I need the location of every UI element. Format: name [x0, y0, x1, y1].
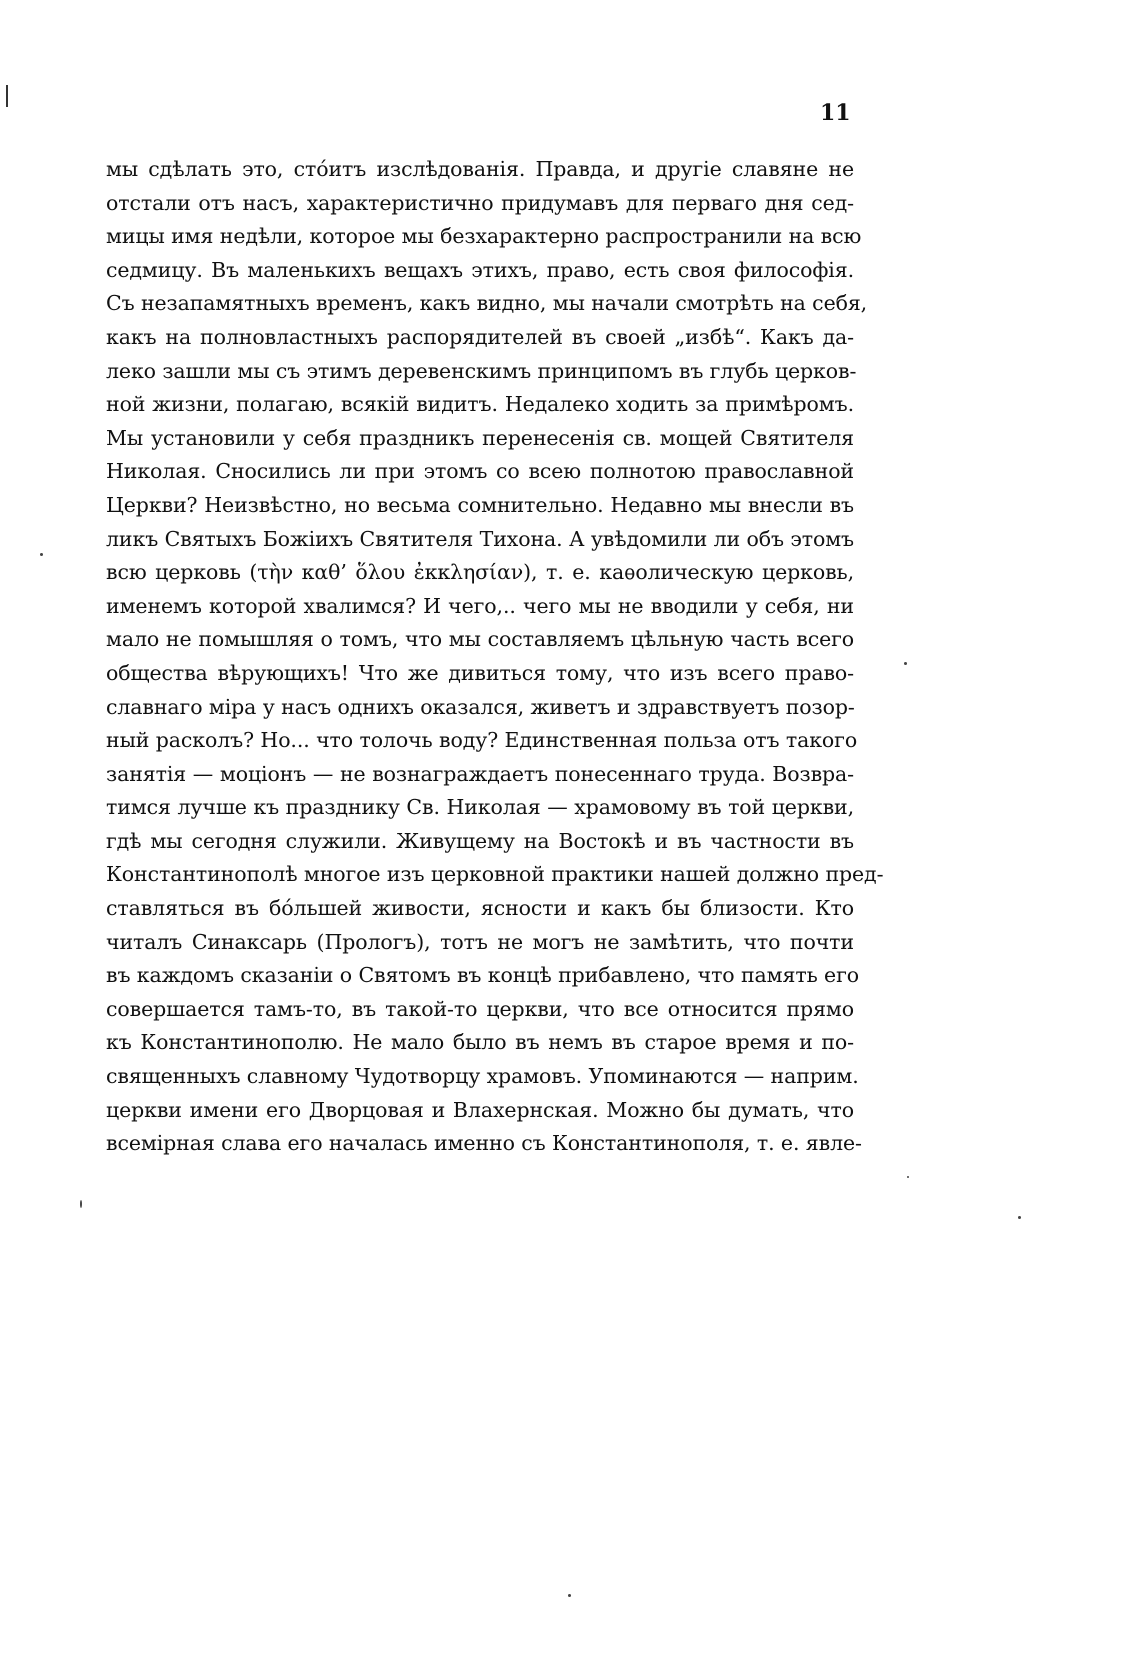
- text-line: седмицу. Въ маленькихъ вещахъ этихъ, право, есть своя философія.: [106, 257, 854, 282]
- text-line: ставляться въ бóльшей живости, ясности и какъ бы близости. Кто: [106, 896, 854, 921]
- text-line: всемірная слава его началась именно съ Константинополя, т. е. явле-: [106, 1131, 862, 1156]
- text-line: славнаго міра у насъ однихъ оказался, живетъ и здравствуетъ позор-: [106, 694, 855, 719]
- text-line: священныхъ славному Чудотворцу храмовъ. Упоминаются — наприм.: [106, 1064, 859, 1089]
- page-number: 11: [820, 100, 851, 126]
- text-line: Съ незапамятныхъ временъ, какъ видно, мы начали смотрѣть на себя,: [106, 291, 868, 316]
- text-line: какъ на полновластныхъ распорядителей въ своей „избѣ“. Какъ да-: [106, 324, 854, 349]
- text-line: всю церковь (τὴν καθ’ ὅλου ἐκκλησίαν), т. е. каѳолическую церковь,: [106, 560, 854, 585]
- text-line: общества вѣрующихъ! Что же дивиться тому, что изъ всего право-: [106, 660, 854, 685]
- text-line: мы сдѣлать это, стóитъ изслѣдованія. Правда, и другіе славяне не: [106, 157, 854, 181]
- text-line: Константинополѣ многое изъ церковной практики нашей должно пред-: [106, 862, 884, 887]
- text-line: въ каждомъ сказаніи о Святомъ въ концѣ прибавлено, что память его: [106, 963, 859, 988]
- text-line: мало не помышляя о томъ, что мы составляемъ цѣльную часть всего: [106, 627, 854, 652]
- text-line: совершается тамъ-то, въ такой-то церкви, что все относится прямо: [106, 996, 854, 1021]
- scan-speck: [40, 553, 43, 556]
- scan-speck: [904, 662, 907, 665]
- text-line: ной жизни, полагаю, всякій видитъ. Недалеко ходить за примѣромъ.: [106, 392, 854, 417]
- text-line: отстали отъ насъ, характеристично придумавъ для перваго дня сед-: [106, 190, 854, 215]
- body-text: [106, 153, 884, 1161]
- text-line: ликъ Святыхъ Божіихъ Святителя Тихона. А увѣдомили ли объ этомъ: [106, 526, 854, 551]
- scan-speck: [568, 1594, 571, 1597]
- text-line: Мы установили у себя праздникъ перенесенія св. мощей Святителя: [106, 425, 854, 450]
- text-line: церкви имени его Дворцовая и Влахернская. Можно бы думать, что: [106, 1097, 854, 1122]
- text-line: читалъ Синаксарь (Прологъ), тотъ не могъ не замѣтить, что почти: [106, 929, 854, 954]
- scan-speck: [80, 1200, 82, 1208]
- text-line: мицы имя недѣли, которое мы безхарактерно распространили на всю: [106, 224, 862, 249]
- scan-edge-mark: [6, 85, 8, 107]
- text-line: занятія — моціонъ — не вознаграждаетъ понесеннаго труда. Возвра-: [106, 761, 854, 786]
- text-line: именемъ которой хвалимся? И чего,.. чего мы не вводили у себя, ни: [106, 593, 854, 618]
- scan-speck: [907, 1176, 909, 1178]
- text-line: Николая. Сносились ли при этомъ со всею полнотою православной: [106, 459, 854, 484]
- text-line: къ Константинополю. Не мало было въ немъ въ старое время и по-: [106, 1030, 854, 1055]
- text-line: леко зашли мы съ этимъ деревенскимъ принципомъ въ глубь церков-: [106, 358, 857, 383]
- scan-speck: [1018, 1216, 1021, 1219]
- text-line: ный расколъ? Но... что толочь воду? Единственная польза отъ такого: [106, 728, 858, 753]
- text-line: тимся лучше къ празднику Св. Николая — храмовому въ той церкви,: [106, 795, 854, 820]
- text-line: Церкви? Неизвѣстно, но весьма сомнительно. Недавно мы внесли въ: [106, 492, 854, 517]
- text-line: гдѣ мы сегодня служили. Живущему на Востокѣ и въ частности въ: [106, 828, 854, 853]
